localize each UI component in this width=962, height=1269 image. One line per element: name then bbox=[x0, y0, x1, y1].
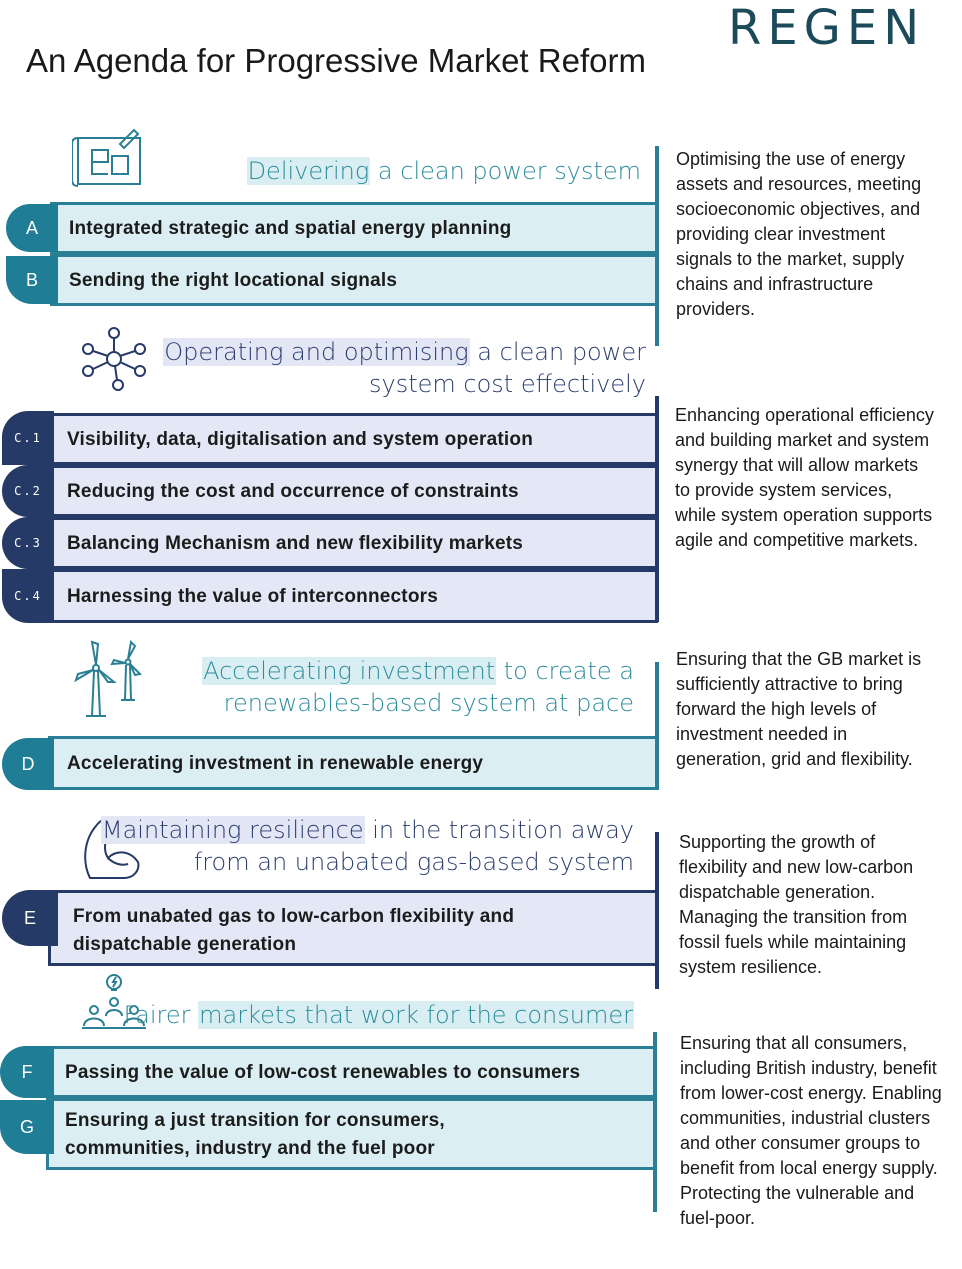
item-row-c3 bbox=[48, 517, 658, 569]
item-label: From unabated gas to low-carbon flexibility and dispatchable generation bbox=[73, 906, 515, 955]
item-row-e bbox=[48, 890, 658, 966]
wind-turbine-icon bbox=[74, 640, 144, 718]
item-label: Accelerating investment in renewable energy bbox=[67, 753, 484, 774]
item-label: Visibility, data, digitalisation and system operation bbox=[67, 429, 533, 450]
item-code-badge: A bbox=[6, 204, 58, 252]
network-icon bbox=[78, 325, 150, 393]
item-code-badge: C.2 bbox=[2, 465, 54, 517]
item-code-badge: C.3 bbox=[2, 517, 54, 569]
section-description: Ensuring that the GB market is sufficiently attractive to bring forward the high levels of investment needed in generation, grid and flexibility. bbox=[676, 649, 922, 769]
section-description: Ensuring that all consumers, including British industry, benefit from lower-cost energy. Enabling communities, industrial clusters and other consumer groups to benefit from local energy supply. Protecting the vulnerable and fuel-poor. bbox=[680, 1033, 942, 1228]
item-code-badge: E bbox=[2, 890, 58, 946]
item-row-f bbox=[46, 1046, 656, 1098]
section-description: Optimising the use of energy assets and resources, meeting socioeconomic objectives, and providing clear investment signals to the market, supply chains and infrastructure providers. bbox=[676, 149, 922, 319]
section-heading-delivering: Delivering a clean power system bbox=[247, 157, 641, 185]
item-label: Balancing Mechanism and new flexibility markets bbox=[67, 533, 524, 554]
item-row-g bbox=[46, 1098, 656, 1170]
item-row-c1 bbox=[48, 413, 658, 465]
item-row-c2 bbox=[48, 465, 658, 517]
item-code-badge: B bbox=[6, 256, 58, 304]
section-heading-maintaining: Maintaining resilience in the transition away from an unabated gas-based system bbox=[101, 816, 634, 876]
section-heading-fairer: Fairer markets that work for the consumer bbox=[123, 1001, 633, 1029]
section-heading-accelerating: Accelerating investment to create a renewables-based system at pace bbox=[203, 657, 634, 717]
section-heading-operating: Operating and optimising a clean power system cost effectively bbox=[164, 338, 646, 398]
item-row-a bbox=[50, 202, 658, 254]
blueprint-icon bbox=[72, 126, 144, 188]
item-label: Passing the value of low-cost renewables to consumers bbox=[65, 1062, 581, 1083]
item-code-badge: G bbox=[0, 1100, 54, 1154]
item-row-d bbox=[48, 736, 658, 790]
section-description: Supporting the growth of flexibility and new low-carbon dispatchable generation. Managing the transition from fossil fuels while maintaining system resilience. bbox=[679, 832, 914, 977]
item-label: Integrated strategic and spatial energy planning bbox=[69, 218, 512, 239]
item-label: Ensuring a just transition for consumers, communities, industry and the fuel poor bbox=[65, 1110, 445, 1159]
item-row-b bbox=[50, 254, 658, 306]
regen-logo: REGEN bbox=[728, 0, 926, 56]
item-code-badge: F bbox=[0, 1046, 54, 1098]
page-title: An Agenda for Progressive Market Reform bbox=[26, 42, 646, 79]
item-code-badge: C.1 bbox=[2, 411, 54, 465]
item-code-badge: D bbox=[2, 738, 54, 790]
item-row-c4 bbox=[48, 569, 658, 623]
item-label: Harnessing the value of interconnectors bbox=[67, 586, 438, 607]
item-label: Reducing the cost and occurrence of constraints bbox=[67, 481, 519, 502]
item-label: Sending the right locational signals bbox=[69, 270, 398, 291]
section-description: Enhancing operational efficiency and building market and system synergy that will allow markets to provide system services, while system operation supports agile and competitive markets. bbox=[675, 405, 934, 550]
item-code-badge: C.4 bbox=[2, 569, 54, 623]
